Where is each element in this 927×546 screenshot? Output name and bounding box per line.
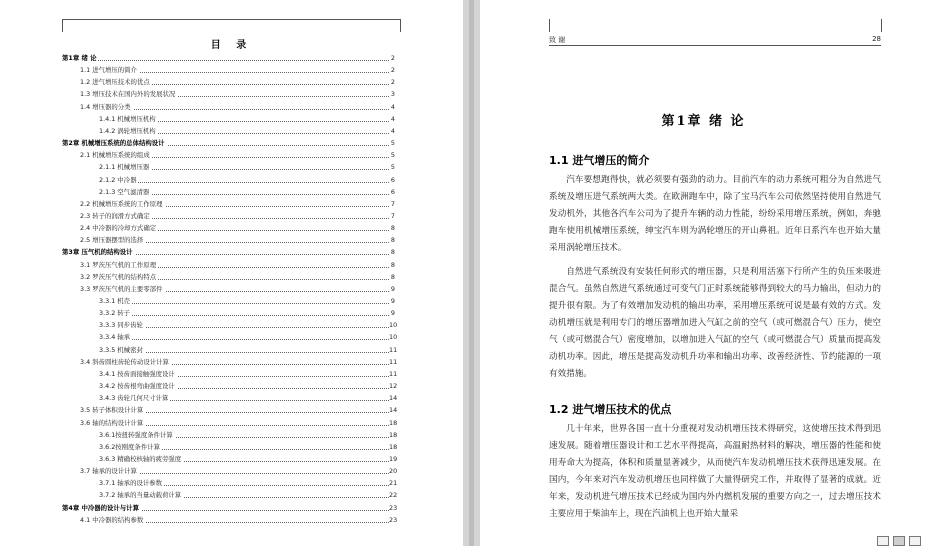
toc-entry[interactable] — [99, 344, 398, 356]
toc-page-number: 18 — [389, 430, 398, 439]
toc-page-number: 9 — [390, 309, 395, 318]
toc-entry[interactable] — [99, 174, 395, 186]
toc-entry-label: 2.1.1 机械增压器 — [99, 163, 150, 172]
toc-entry[interactable] — [99, 295, 395, 307]
toc-entry-label: 2.1 机械增压系统的组成 — [80, 151, 150, 160]
toc-page-number: 11 — [389, 357, 398, 366]
toc-dot-leader — [62, 60, 389, 61]
header-corner-mark — [62, 19, 63, 32]
toc-entry-label: 3.3.4 轴承 — [99, 333, 131, 342]
chapter-title: 第1章 绪 论 — [661, 114, 746, 129]
paragraph: 汽车要想跑得快，就必须要有强劲的动力。目前汽车的动力系统可粗分为自然进气系统及增压进气系统两大类。在欧洲跑车中，除了宝马汽车公司依然坚持使用自然进气发动机外，其他各汽车公司为了提升车辆的动力性能，纷纷采用增压系统，例如，奔驰跑车使用机械增压系统，绅宝汽车则为涡轮增压的开山鼻祖。近年日系汽车也开始大量采用涡轮增压技术。 — [549, 175, 881, 253]
toc-page-number: 5 — [390, 151, 395, 160]
toc-entry[interactable] — [80, 465, 398, 477]
header-corner-mark — [881, 19, 882, 32]
toc-page — [0, 0, 463, 546]
toc-entry-label: 1.3 增压技术在国内外的发展状况 — [80, 90, 176, 99]
toc-entry[interactable] — [80, 149, 395, 161]
toc-entry[interactable] — [99, 429, 398, 441]
toc-entry-label: 2.5 增压器摆型的选择 — [80, 236, 144, 245]
toc-entry[interactable] — [80, 64, 395, 76]
toc-page-number: 8 — [390, 272, 395, 281]
toc-entry[interactable] — [80, 234, 395, 246]
page-gap — [463, 0, 480, 546]
toc-entry[interactable] — [80, 404, 398, 416]
toc-entry-label: 1.4.2 涡轮增压机构 — [99, 126, 156, 135]
toc-entry-label: 3.6.3 精确校核轴的疲劳强度 — [99, 454, 182, 463]
toc-entry[interactable] — [99, 319, 398, 331]
toc-page-number: 23 — [389, 515, 398, 524]
toc-page-number: 6 — [390, 187, 395, 196]
toc-dot-leader — [99, 182, 389, 183]
toc-entry[interactable] — [99, 186, 395, 198]
toc-page-number: 4 — [390, 114, 395, 123]
running-head-page-number: 28 — [872, 35, 881, 43]
toc-entry-label: 1.4 增压器的分类 — [80, 102, 131, 111]
toc-entry-label: 2.3 转子的润滑方式确定 — [80, 211, 150, 220]
toc-entry-label: 3.4.3 齿轮几何尺寸计算 — [99, 394, 169, 403]
toc-entry-label: 3.6.2按刚度条件计算 — [99, 442, 160, 451]
toc-entry[interactable] — [80, 76, 395, 88]
toc-chapter-entry[interactable] — [62, 52, 395, 64]
toc-entry-label: 3.4.1 按齿面接触强度设计 — [99, 369, 175, 378]
toc-entry[interactable] — [80, 514, 398, 526]
print-layout-icon[interactable] — [893, 536, 905, 546]
toc-entry[interactable] — [99, 380, 398, 392]
toc-entry-label: 3.4 斜齿圆柱齿轮传动设计计算 — [80, 357, 169, 366]
toc-entry-label: 3.5 转子体积设计计算 — [80, 406, 144, 415]
toc-page-number: 18 — [389, 442, 398, 451]
toc-page-number: 2 — [390, 66, 395, 75]
toc-page-number: 8 — [390, 260, 395, 269]
read-mode-icon[interactable] — [877, 536, 889, 546]
paragraph: 自然进气系统没有安装任何形式的增压器，只是利用活塞下行所产生的负压来吸进混合气。虽然自然进气系统通过可变气门正时系统能够得到较大的马力输出，但动力的提升很有限。为了有效增加发动机的输出功率，采用增压系统可说是最有效的方式。发动机增压就是利用专门的增压器增加进入气缸之前的空气（或可燃混合气）压力，使空气（或可燃混合气）密度增加，以增加进入气缸的空气（或可燃混合气）质量而提高发动机功率。因此，增压是提高发动机升功率和输出功率、改善经济性、节约能源的一项有效措施。 — [549, 267, 881, 379]
toc-page-number: 3 — [390, 90, 395, 99]
toc-entry[interactable] — [80, 283, 395, 295]
toc-page-number: 20 — [389, 467, 398, 476]
toc-entry-label: 1.1 进气增压的简介 — [80, 66, 137, 75]
toc-entry-label: 3.6.1按扭转强度条件计算 — [99, 430, 173, 439]
toc-page-number: 8 — [390, 224, 395, 233]
toc-page-number: 9 — [390, 297, 395, 305]
toc-page-number: 14 — [389, 394, 398, 403]
header-corner-mark — [400, 19, 401, 32]
toc-entry[interactable] — [99, 125, 395, 137]
toc-entry-label: 3.2 罗茨压气机的结构特点 — [80, 272, 157, 281]
toc-entry[interactable] — [80, 198, 395, 210]
toc-chapter-entry[interactable] — [62, 246, 395, 258]
toc-entry-label: 3.3.1 机壳 — [99, 297, 131, 305]
toc-entry-label: 4.1 中冷器的结构参数 — [80, 515, 144, 524]
toc-entry-label: 3.7 轴承的设计计算 — [80, 467, 137, 476]
toc-title: 目 录 — [210, 40, 253, 51]
view-mode-controls — [873, 536, 921, 546]
section-title: 1.1 进气增压的简介 — [549, 154, 650, 167]
toc-page-number: 4 — [390, 126, 395, 135]
toc-page-number: 7 — [390, 211, 395, 220]
toc-entry[interactable] — [80, 417, 398, 429]
toc-page-number: 8 — [390, 236, 395, 245]
toc-entry-label: 2.1.3 空气滤清器 — [99, 187, 150, 196]
toc-entry[interactable] — [99, 477, 398, 489]
toc-entry-label: 第3章 压气机的结构设计 — [62, 248, 133, 257]
toc-entry[interactable] — [99, 368, 398, 380]
toc-entry[interactable] — [99, 307, 395, 319]
toc-page-number: 22 — [389, 491, 398, 500]
toc-page-number: 5 — [390, 163, 395, 172]
toc-entry[interactable] — [99, 161, 395, 173]
toc-page-number: 12 — [389, 382, 398, 391]
toc-page-number: 23 — [389, 503, 398, 512]
toc-entry[interactable] — [99, 392, 398, 404]
toc-page-number: 5 — [390, 139, 395, 148]
toc-entry[interactable] — [99, 331, 398, 343]
toc-dot-leader — [99, 315, 389, 316]
toc-page-number: 2 — [390, 54, 395, 62]
toc-entry-label: 第1章 绪 论 — [62, 54, 97, 62]
toc-page-number: 7 — [390, 199, 395, 208]
toc-entry-label: 2.2 机械增压系统的工作原理 — [80, 199, 163, 208]
toc-page-number: 11 — [389, 369, 398, 378]
toc-page-number: 2 — [390, 78, 395, 87]
toc-chapter-entry[interactable] — [62, 137, 395, 149]
toc-entry-label: 3.3.5 机械密封 — [99, 345, 143, 354]
toc-entry-label: 3.4.2 按齿根弯曲强度设计 — [99, 382, 175, 391]
toc-page-number: 9 — [390, 284, 395, 293]
header-rule — [62, 19, 400, 20]
toc-entry[interactable] — [99, 113, 395, 125]
toc-entry-label: 第4章 中冷器的设计与计算 — [62, 503, 139, 512]
toc-page-number: 21 — [389, 479, 398, 488]
toc-entry[interactable] — [99, 489, 398, 501]
toc-dot-leader — [99, 339, 389, 340]
toc-entry-label: 3.3.3 同步齿轮 — [99, 321, 143, 330]
header-corner-mark — [549, 19, 550, 32]
toc-entry[interactable] — [80, 101, 395, 113]
toc-page-number: 4 — [390, 102, 395, 111]
web-layout-icon[interactable] — [909, 536, 921, 546]
paragraph: 几十年来，世界各国一直十分重视对发动机增压技术得研究，这使增压技术得到迅速发展。随着增压器设计和工艺水平得提高，高温耐热材料的解决，增压器的性能和使用寿命大为提高，体积和质量显著减少，从而使汽车发动机增压技术获得迅速发展。在国内，今年来对汽车发动机增压也同样做了大量得研究工作，并取得了显著的成就。近年来，发动机进气增压技术已经成为国内外内燃机发展的重要方向之一，过去增压技术主要应用于柴油车上，现在汽油机上也开始大量采 — [549, 424, 881, 519]
toc-page-number: 19 — [389, 454, 398, 463]
toc-entry-label: 2.1.2 中冷器 — [99, 175, 137, 184]
toc-entry-label: 3.1 罗茨压气机的工作原理 — [80, 260, 157, 269]
toc-entry-label: 2.4 中冷器的冷却方式确定 — [80, 224, 157, 233]
toc-entry[interactable] — [80, 259, 395, 271]
toc-entry[interactable] — [80, 88, 395, 100]
toc-entry[interactable] — [99, 441, 398, 453]
toc-entry-label: 3.6 轴的结构设计计算 — [80, 418, 144, 427]
toc-entry-label: 3.7.2 轴承的当量动载荷计算 — [99, 491, 182, 500]
toc-entry-label: 3.3.2 转子 — [99, 309, 131, 318]
toc-entry-label: 3.3 罗茨压气机的主要零部件 — [80, 284, 163, 293]
toc-page-number: 10 — [389, 333, 398, 342]
toc-entry[interactable] — [80, 210, 395, 222]
toc-page-number: 8 — [390, 248, 395, 257]
section-title: 1.2 进气增压技术的优点 — [549, 403, 672, 416]
toc-entry[interactable] — [80, 222, 395, 234]
toc-entry-label: 3.7.1 轴承的设计参数 — [99, 479, 163, 488]
toc-entry-label: 第2章 机械增压系统的总体结构设计 — [62, 139, 165, 148]
running-head-left: 致 谢 — [549, 36, 566, 44]
toc-chapter-entry[interactable] — [62, 502, 398, 514]
toc-entry[interactable] — [99, 453, 398, 465]
toc-entry[interactable] — [80, 356, 398, 368]
toc-entry[interactable] — [80, 271, 395, 283]
chapter-page — [480, 0, 927, 546]
running-head-rule — [549, 45, 881, 46]
toc-page-number: 10 — [389, 321, 398, 330]
toc-page-number: 11 — [389, 345, 398, 354]
toc-page-number: 6 — [390, 175, 395, 184]
toc-entry-label: 1.4.1 机械增压机构 — [99, 114, 156, 123]
toc-page-number: 18 — [389, 418, 398, 427]
toc-dot-leader — [99, 303, 389, 304]
toc-entry-label: 1.2 进气增压技术的优点 — [80, 78, 150, 87]
toc-page-number: 14 — [389, 406, 398, 415]
